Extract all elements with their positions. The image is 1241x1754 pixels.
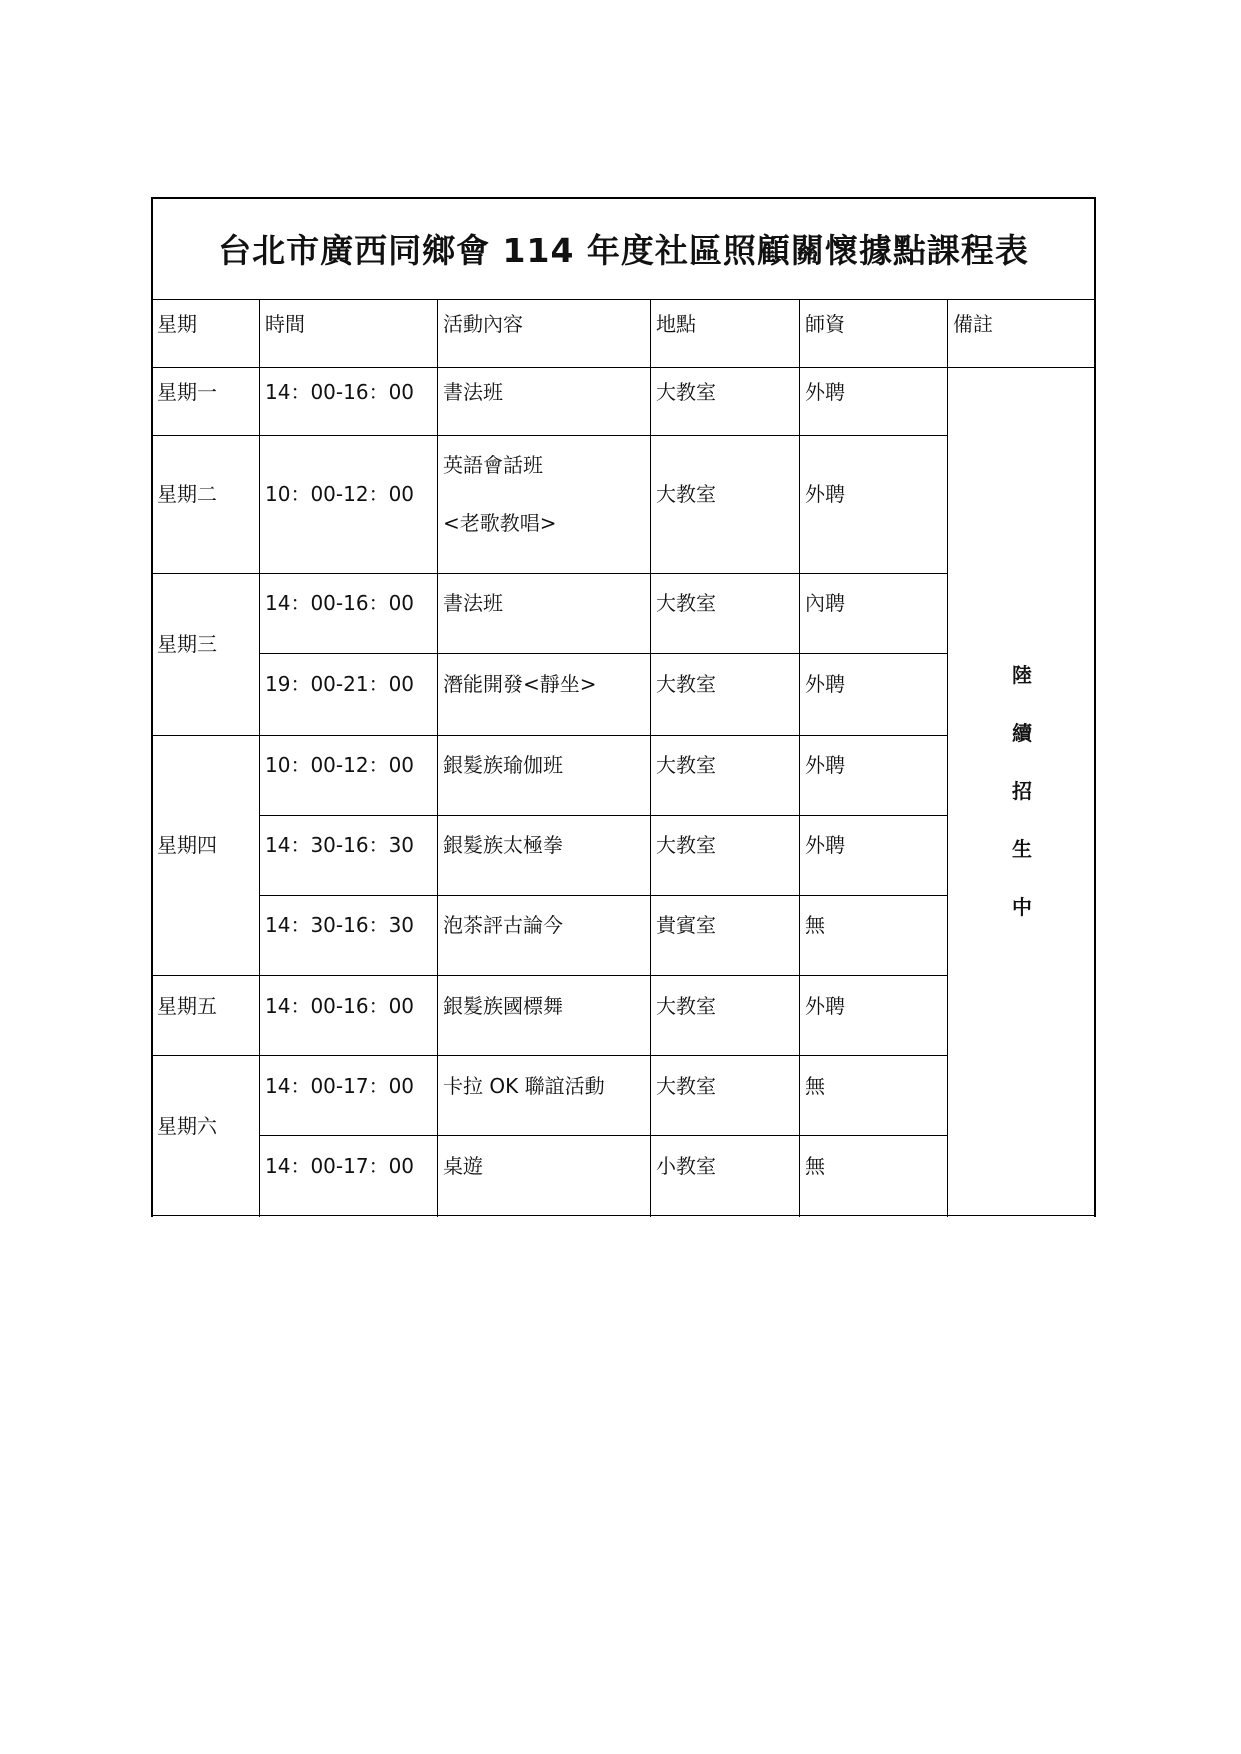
row-activity: 銀髮族國標舞 <box>443 994 563 1018</box>
row-activity: 潛能開發<靜坐> <box>443 672 597 696</box>
row-place: 大教室 <box>656 482 716 506</box>
row-activity: 泡茶評古論今 <box>443 913 563 937</box>
row-divider <box>151 1055 947 1056</box>
row-time: 14：00-17：00 <box>265 1154 415 1178</box>
row-time: 14：00-16：00 <box>265 380 415 404</box>
row-place: 貴賓室 <box>656 913 716 937</box>
row-teacher: 無 <box>805 1074 825 1098</box>
row-activity: 書法班 <box>443 380 503 404</box>
row-teacher: 外聘 <box>805 833 845 857</box>
day-thursday: 星期四 <box>157 833 217 857</box>
column-divider <box>799 299 800 1217</box>
row-activity: 英語會話班 <box>443 453 543 477</box>
row-activity: 卡拉 OK 聯誼活動 <box>443 1074 605 1098</box>
row-activity: 銀髮族太極拳 <box>443 833 563 857</box>
column-divider <box>650 299 651 1217</box>
row-divider <box>151 975 947 976</box>
row-teacher: 無 <box>805 913 825 937</box>
row-teacher: 外聘 <box>805 994 845 1018</box>
row-place: 大教室 <box>656 672 716 696</box>
day-saturday: 星期六 <box>157 1114 217 1138</box>
header-teacher: 師資 <box>805 312 845 336</box>
row-activity: 銀髮族瑜伽班 <box>443 753 563 777</box>
row-place: 大教室 <box>656 380 716 404</box>
column-divider <box>259 299 260 1217</box>
table-border-bottom <box>151 1215 1096 1216</box>
row-time: 10：00-12：00 <box>265 753 415 777</box>
row-time: 19：00-21：00 <box>265 672 415 696</box>
row-activity: 書法班 <box>443 591 503 615</box>
row-divider <box>151 367 1096 368</box>
row-time: 14：30-16：30 <box>265 913 415 937</box>
header-time: 時間 <box>265 312 305 336</box>
row-time: 14：00-17：00 <box>265 1074 415 1098</box>
row-time: 14：00-16：00 <box>265 591 415 615</box>
row-place: 大教室 <box>656 994 716 1018</box>
row-teacher: 外聘 <box>805 380 845 404</box>
day-wednesday: 星期三 <box>157 632 217 656</box>
remark-char: 中 <box>1012 895 1032 919</box>
row-divider <box>151 735 947 736</box>
row-divider <box>151 435 947 436</box>
remark-char: 生 <box>1012 837 1032 861</box>
row-teacher: 外聘 <box>805 753 845 777</box>
header-activity: 活動內容 <box>443 312 523 336</box>
row-place: 大教室 <box>656 833 716 857</box>
table-border-left <box>151 197 153 1217</box>
row-teacher: 外聘 <box>805 672 845 696</box>
day-friday: 星期五 <box>157 994 217 1018</box>
row-activity-note: <老歌教唱> <box>443 511 557 535</box>
row-activity: 桌遊 <box>443 1154 483 1178</box>
row-place: 大教室 <box>656 591 716 615</box>
row-divider <box>260 895 947 896</box>
row-time: 10：00-12：00 <box>265 482 415 506</box>
document-title: 台北市廣西同鄉會 114 年度社區照顧關懷據點課程表 <box>151 197 1096 298</box>
row-divider <box>260 1135 947 1136</box>
header-day: 星期 <box>157 312 197 336</box>
row-divider <box>260 653 947 654</box>
row-divider <box>151 573 947 574</box>
row-place: 小教室 <box>656 1154 716 1178</box>
remark-char: 續 <box>1012 721 1032 745</box>
remark-char: 陸 <box>1012 663 1032 687</box>
row-teacher: 內聘 <box>805 591 845 615</box>
row-place: 大教室 <box>656 753 716 777</box>
row-divider <box>260 815 947 816</box>
row-teacher: 無 <box>805 1154 825 1178</box>
row-divider <box>151 299 1096 300</box>
column-divider <box>437 299 438 1217</box>
day-tuesday: 星期二 <box>157 482 217 506</box>
day-monday: 星期一 <box>157 380 217 404</box>
row-teacher: 外聘 <box>805 482 845 506</box>
header-place: 地點 <box>656 312 696 336</box>
remark-char: 招 <box>1012 779 1032 803</box>
row-time: 14：00-16：00 <box>265 994 415 1018</box>
remark-enrollment-ongoing <box>948 646 1096 936</box>
row-place: 大教室 <box>656 1074 716 1098</box>
row-time: 14：30-16：30 <box>265 833 415 857</box>
header-remark: 備註 <box>953 312 993 336</box>
